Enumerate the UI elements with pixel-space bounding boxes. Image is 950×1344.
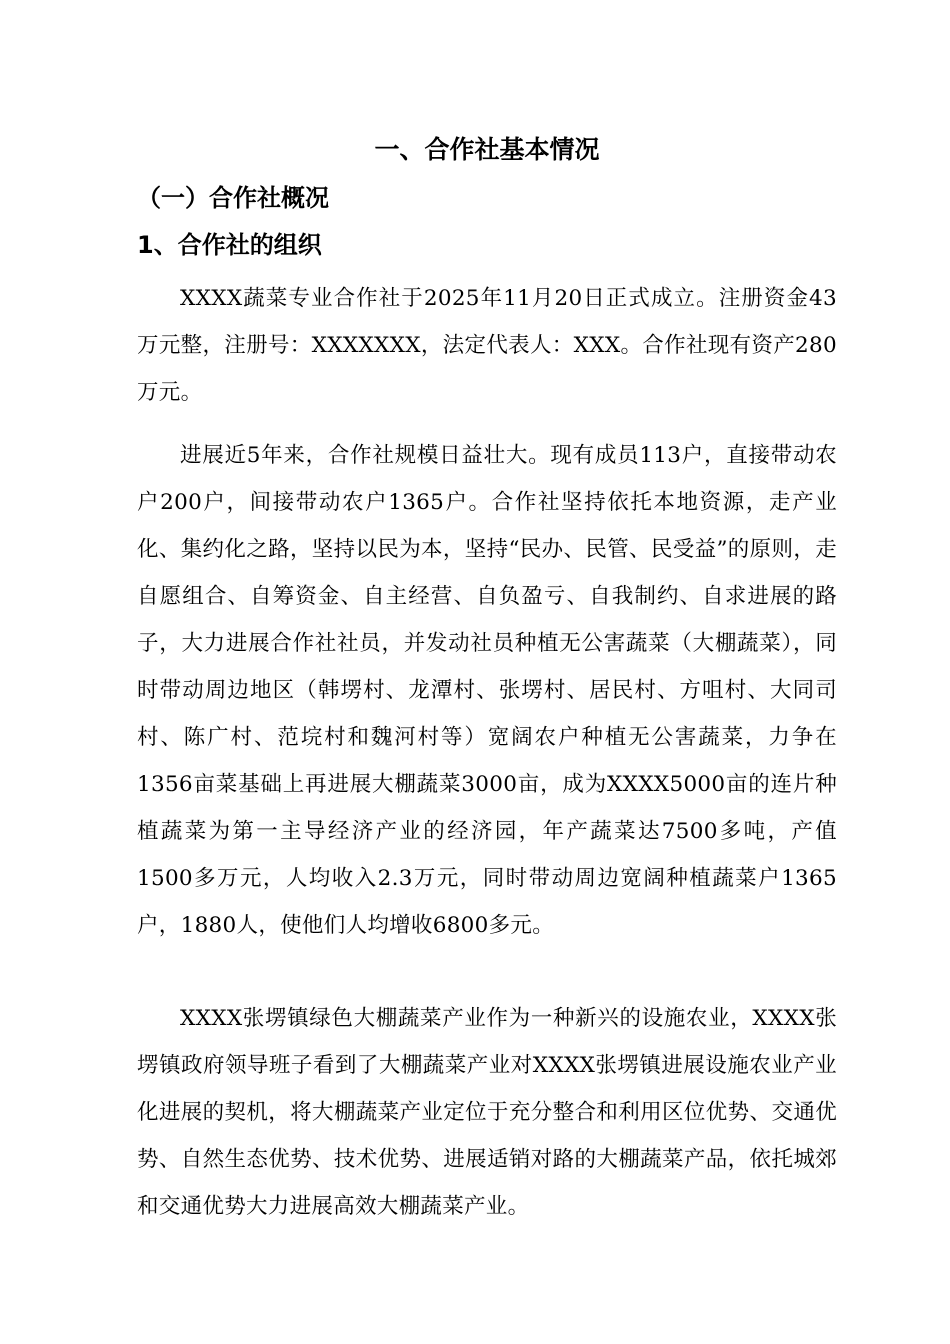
subsection-title: 1、合作社的组织 xyxy=(137,231,322,259)
paragraph-registration: XXXX蔬菜专业合作社于2025年11月20日正式成立。注册资金43万元整，注册号：XXXXXXX，法定代表人：XXX。合作社现有资产280万元。 xyxy=(137,286,837,405)
chapter-title: 一、合作社基本情况 xyxy=(374,135,600,164)
section-title: （一）合作社概况 xyxy=(137,184,329,212)
paragraph-greenhouse-industry: XXXX张塄镇绿色大棚蔬菜产业作为一种新兴的设施农业，XXXX张塄镇政府领导班子看到了大棚蔬菜产业对XXXX张塄镇进展设施农业产业化进展的契机，将大棚蔬菜产业定位于充分整合和利用区位优势、交通优势、自然生态优势、技术优势、进展适销对路的大棚蔬菜产品，依托城郊和交通优势大力进展高效大棚蔬菜产业。 xyxy=(137,1006,837,1219)
paragraph-development: 进展近5年来，合作社规模日益壮大。现有成员113户，直接带动农户200户，间接带动农户1365户。合作社坚持依托本地资源，走产业化、集约化之路，坚持以民为本，坚持“民办、民管、民受益”的原则，走自愿组合、自筹资金、自主经营、自负盈亏、自我制约、自求进展的路子，大力进展合作社社员，并发动社员种植无公害蔬菜（大棚蔬菜），同时带动周边地区（韩塄村、龙潭村、张塄村、居民村、方咀村、大同司村、陈广村、范垸村和魏河村等）宽阔农户种植无公害蔬菜，力争在1356亩菜基础上再进展大棚蔬菜3000亩，成为XXXX5000亩的连片种植蔬菜为第一主导经济产业的经济园，年产蔬菜达7500多吨，产值1500多万元，人均收入2.3万元，同时带动周边宽阔种植蔬菜户1365户，1880人，使他们人均增收6800多元。 xyxy=(137,443,837,938)
